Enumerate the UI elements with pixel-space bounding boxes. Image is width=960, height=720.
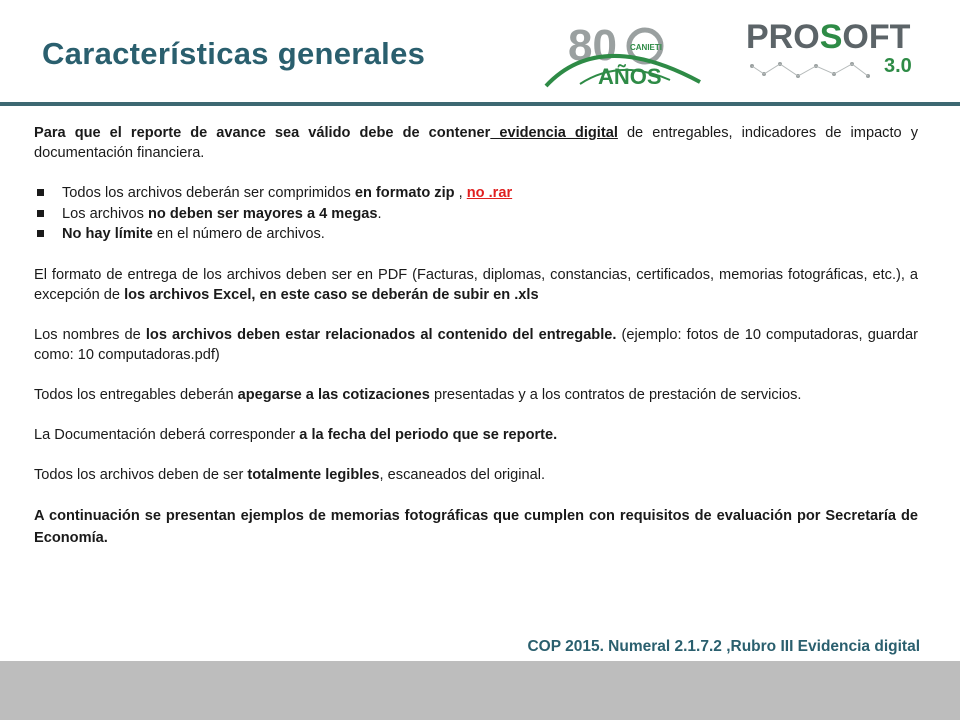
paragraph-quotations: Todos los entregables deberán apegarse a las cotizaciones presentadas y a los contratos de prestación de servicios. (34, 386, 802, 403)
prosoft-version: 3.0 (884, 55, 912, 77)
no-rar-text: no .rar (466, 185, 513, 201)
prosoft-name-s: S (819, 18, 843, 56)
svg-text:PROSOFT (746, 18, 911, 56)
p1-evidencia-digital: evidencia digital (490, 125, 618, 141)
bullet-square-icon (37, 210, 44, 217)
list-item: Todos los archivos deberán ser comprimidos en formato zip , no .rar (34, 183, 918, 204)
footer-band (0, 661, 960, 720)
p1-intro: Para que el reporte de avance sea válido debe de contener (34, 125, 491, 141)
slide-title: Características generales (42, 36, 426, 71)
paragraph-legible: Todos los archivos deben de ser totalmente legibles, escaneados del original. (34, 466, 546, 483)
prosoft-name-oft: OFT (842, 18, 911, 56)
bullet-square-icon (37, 230, 44, 237)
slide-body (34, 123, 918, 549)
logo-80-ring-text: CANIETI (630, 43, 662, 52)
prosoft-logo (738, 14, 928, 86)
list-item: No hay límite en el número de archivos. (34, 224, 918, 245)
paragraph-period: La Documentación deberá corresponder a la fecha del periodo que se reporte. (34, 426, 558, 443)
prosoft-name-pro: PRO (746, 18, 820, 56)
paragraph-requirements (34, 123, 918, 163)
logo-80-word: AÑOS (598, 64, 662, 89)
bullet-square-icon (37, 189, 44, 196)
logo-80-number: 80 (568, 21, 617, 70)
paragraph-examples: A continuación se presentan ejemplos de memorias fotográficas que cumplen con requisitos de evaluación por Secretaría de Economía. (34, 507, 918, 546)
header-divider (0, 102, 960, 106)
p1-rest: de entregables, indicadores de impacto y documentación financiera. (34, 125, 918, 161)
footer-reference: COP 2015. Numeral 2.1.7.2 ,Rubro III Evidencia digital (527, 638, 920, 655)
canieti-80-anos-logo (540, 18, 710, 90)
list-item: Los archivos no deben ser mayores a 4 megas. (34, 204, 918, 225)
paragraph-file-format: El formato de entrega de los archivos deben ser en PDF (Facturas, diplomas, constancias, certificados, memorias fotográficas, etc.), a excepción de los archivos Excel, en este caso se deberán de subir en .xls (34, 266, 918, 303)
rules-list (34, 183, 918, 245)
paragraph-file-names: Los nombres de los archivos deben estar relacionados al contenido del entregable. (ejemplo: fotos de 10 computadoras, guardar como: 10 computadoras.pdf) (34, 326, 918, 363)
